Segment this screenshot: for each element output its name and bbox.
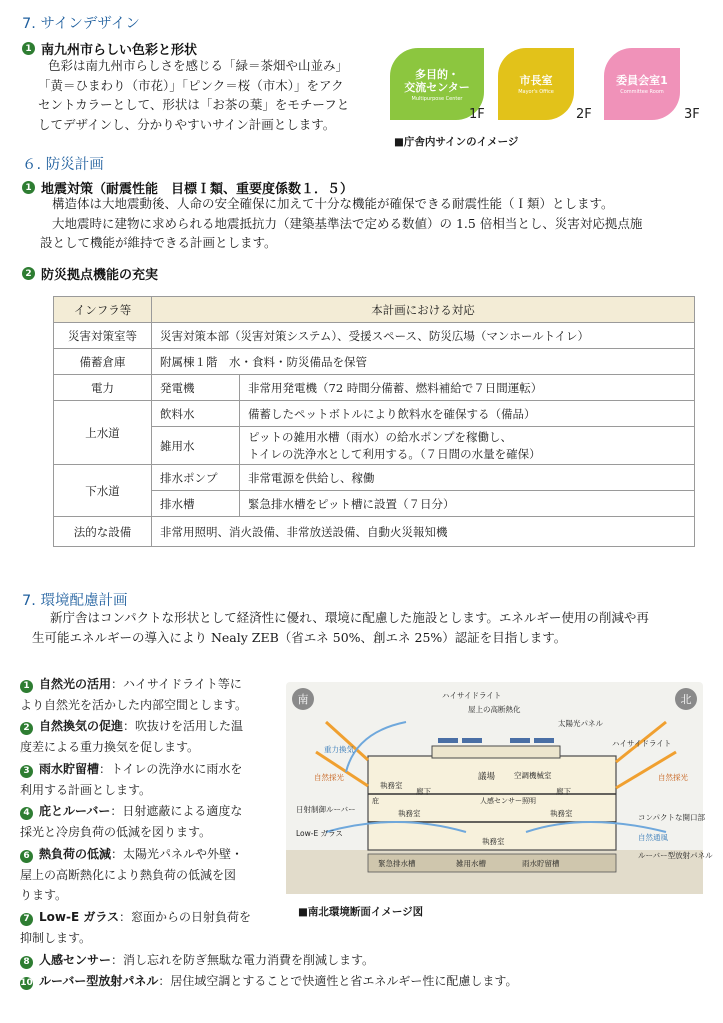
environment-body [32,608,714,647]
item-text: ります。 [20,888,68,902]
label-emergency-tank: 緊急排水槽 [378,859,416,868]
env-item-motion-sensor [20,950,710,971]
cell-line: トイレの洗浄水として利用する。（７日間の水量を確保） [248,446,541,461]
table-row [54,465,695,491]
label-office-3f: 執務室 [380,781,403,790]
item-title: 人感センサー [39,953,112,967]
item-text: 屋上の高断熱化により熱負荷の低減を図 [20,867,237,882]
solar-panel [534,738,554,743]
item-title: 自然光の活用 [39,677,112,691]
sign-subtitle: Mayor's Office [518,89,554,95]
item-text: 採光と冷房負荷の低減を図ります。 [20,824,212,839]
item-title: Low-E ガラス [39,910,119,924]
sign-3f-committee [604,48,680,120]
diagram-caption: ■南北環境断面イメージ図 [298,906,424,918]
label-rain-tank: 雨水貯留槽 [522,859,560,868]
label-corridor: 廊下 [416,787,431,796]
number-badge: 4 [20,807,33,820]
label-highside-light: ハイサイドライト [442,691,502,700]
item-title: 自然換気の促進 [39,719,124,733]
number-badge: 1 [20,680,33,693]
label-louver-panel: ルーバー型放射パネル [638,851,713,860]
label-gravity-vent: 重力換気 [324,745,354,754]
table-cell: 上水道 [54,401,152,465]
solar-panel [462,738,482,743]
upper-roof [432,746,560,758]
item-text: ：吹抜けを活用した温 [123,719,244,733]
item-text: ：ハイサイドライト等に [111,677,242,691]
table-cell: 災害対策本部（災害対策システム）、受援スペース、防災広場（マンホールトイレ） [152,323,695,349]
number-badge: 10 [20,978,33,988]
floor-label: 3F [684,107,700,122]
table-cell [240,427,695,465]
table-cell: 非常用照明、消火設備、非常放送設備、自動火災報知機 [152,517,695,547]
label-eaves: 庇 [372,797,379,805]
sign-caption: ■庁舎内サインのイメージ [394,136,519,148]
solar-panel [438,738,458,743]
item-text: 抑制します。 [20,930,92,945]
number-badge: 6 [20,850,33,863]
body-line: セントカラーとして、形状は「お茶の葉」をモチーフと [38,97,350,112]
item-title: 雨水貯留槽 [39,762,100,776]
table-cell: 雑用水 [152,427,240,465]
subheading-text: 防災拠点機能の充実 [41,268,159,283]
floor-label: 2F [576,107,592,122]
section-title-disaster: ６. 防災計画 [22,157,104,173]
item-text: ：日射遮蔽による適度な [110,804,243,818]
label-ac-room: 空調機械室 [514,771,552,780]
env-item-heat-load [20,844,282,906]
section-title-environment: 7. 環境配慮計画 [22,593,128,609]
subheading-disaster-base [22,264,158,283]
item-text: より自然光を活かした内部空間とします。 [20,697,248,712]
sign-subtitle: Committee Room [620,89,664,95]
label-office-2f-b: 執務室 [550,809,573,818]
env-item-ventilation [20,716,282,757]
sign-design-body [38,56,386,134]
body-line: 設として機能が維持できる計画とします。 [40,235,277,250]
table-cell: 緊急排水槽をピット槽に設置（７日分） [240,491,695,517]
subheading-text: 南九州市らしい色彩と形状 [41,43,198,58]
south-badge: 南 [292,688,314,710]
table-cell: 電力 [54,375,152,401]
item-title: ルーバー型放射パネル [39,974,159,988]
label-office-1f: 執務室 [482,837,505,846]
item-text: ：トイレの洗浄水に雨水を [99,762,243,776]
label-daylight-south: 自然採光 [314,773,344,782]
body-line: 生可能エネルギーの導入により Nealy ZEB（省エネ 50%、創エネ 25%）認証を目指します。 [32,629,567,645]
number-badge: 7 [20,913,33,926]
earthquake-body [40,194,710,253]
label-natural-vent: 自然通風 [638,833,668,842]
table-cell: 非常用発電機（72 時間分備蓄、燃料補給で７日間運転） [240,375,695,401]
table-cell: 附属棟１階 水・食料・防災備品を保管 [152,349,695,375]
sign-title: 交流センター [404,81,470,94]
body-line: 新庁舎はコンパクトな形状として経済性に優れ、環境に配慮した施設とします。エネルギー使用の削減や再 [50,610,649,625]
number-badge: 2 [22,267,35,280]
table-header-cell: 本計画における対応 [152,297,695,323]
cell-line: ピットの雑用水槽（雨水）の給水ポンプを稼働し、 [248,429,513,444]
solar-panel [510,738,530,743]
body-line: 色彩は南九州市らしさを感じる「緑＝茶畑や山並み」 [48,58,349,73]
item-text: ：居住域空調とすることで快適性と省エネルギー性に配慮します。 [158,974,518,988]
env-item-rainwater [20,759,282,800]
section-diagram [286,682,713,894]
label-solar-louver: 日射制御ルーバー [296,805,356,814]
number-badge: 2 [20,722,33,735]
sign-subtitle: Multipurpose Center [411,96,463,102]
section-title-sign-design: 7. サインデザイン [22,16,140,32]
label-compact-opening: コンパクトな開口部 [638,813,705,822]
label-sensor-light: 人感センサー照明 [480,797,536,805]
table-cell: 備蓄したペットボトルにより飲料水を確保する（備品） [240,401,695,427]
table-cell: 法的な設備 [54,517,152,547]
table-cell: 災害対策室等 [54,323,152,349]
sign-title: 委員会室1 [616,74,668,87]
number-badge: 1 [22,42,35,55]
body-line: 構造体は大地震動後、人命の安全確保に加えて十分な機能が確保できる耐震性能（Ｉ類）とします。 [52,196,614,211]
table-cell: 非常電源を供給し、稼働 [240,465,695,491]
label-daylight-north: 自然採光 [658,773,688,782]
env-item-eaves-louver [20,801,282,842]
table-header-cell: インフラ等 [54,297,152,323]
body-line: 「黄＝ひまわり（市花）」「ピンク＝桜（市木）」をアク [38,77,344,93]
subheading-text: 地震対策（耐震性能 目標Ｉ類、重要度係数１．５） [41,182,354,197]
item-text: ：太陽光パネルや外壁・ [111,847,244,861]
item-text: 度差による重力換気を促します。 [20,739,200,754]
table-cell: 発電機 [152,375,240,401]
item-text: ：消し忘れを防ぎ無駄な電力消費を削減します。 [111,953,375,967]
item-title: 熱負荷の低減 [39,847,112,861]
body-line: してデザインし、分かりやすいサイン計画とします。 [38,116,336,132]
table-cell: 排水ポンプ [152,465,240,491]
env-item-daylight [20,674,282,715]
label-solar-panel: 太陽光パネル [558,719,603,728]
label-highside-light-north: ハイサイドライト [612,739,672,748]
sign-title: 市長室 [519,74,553,87]
label-corridor: 廊下 [556,787,571,796]
floor-label: 1F [469,107,485,122]
number-badge: 1 [22,181,35,194]
table-cell: 備蓄倉庫 [54,349,152,375]
table-cell: 飲料水 [152,401,240,427]
item-text: ：窓面からの日射負荷を [118,910,251,924]
north-badge: 北 [675,688,697,710]
body-line: 大地震時に建物に求められる地震抵抗力（建築基準法で定める数値）の 1.5 倍相当とし、災害対応拠点施 [52,215,643,231]
number-badge: 8 [20,956,33,969]
item-title: 庇とルーバー [39,804,111,818]
disaster-infra-table [53,296,695,547]
label-misc-water-tank: 雑用水槽 [456,859,486,868]
table-row [54,323,695,349]
table-header-row [54,297,695,323]
label-roof-insulation: 屋上の高断熱化 [468,705,521,714]
label-assembly-hall: 議場 [478,772,496,782]
table-cell: 排水槽 [152,491,240,517]
table-row [54,349,695,375]
table-cell: 下水道 [54,465,152,517]
number-badge: 3 [20,765,33,778]
env-item-radiant-panel [20,971,710,992]
sign-title: 多目的・ [415,68,459,81]
label-office-2f-a: 執務室 [398,809,421,818]
table-row [54,375,695,401]
label-lowe-glass: Low-E ガラス [296,829,343,838]
table-row [54,401,695,427]
sign-2f-mayor [498,48,574,120]
table-row [54,517,695,547]
item-text: 利用する計画とします。 [20,782,152,797]
env-item-lowe-glass [20,907,282,948]
